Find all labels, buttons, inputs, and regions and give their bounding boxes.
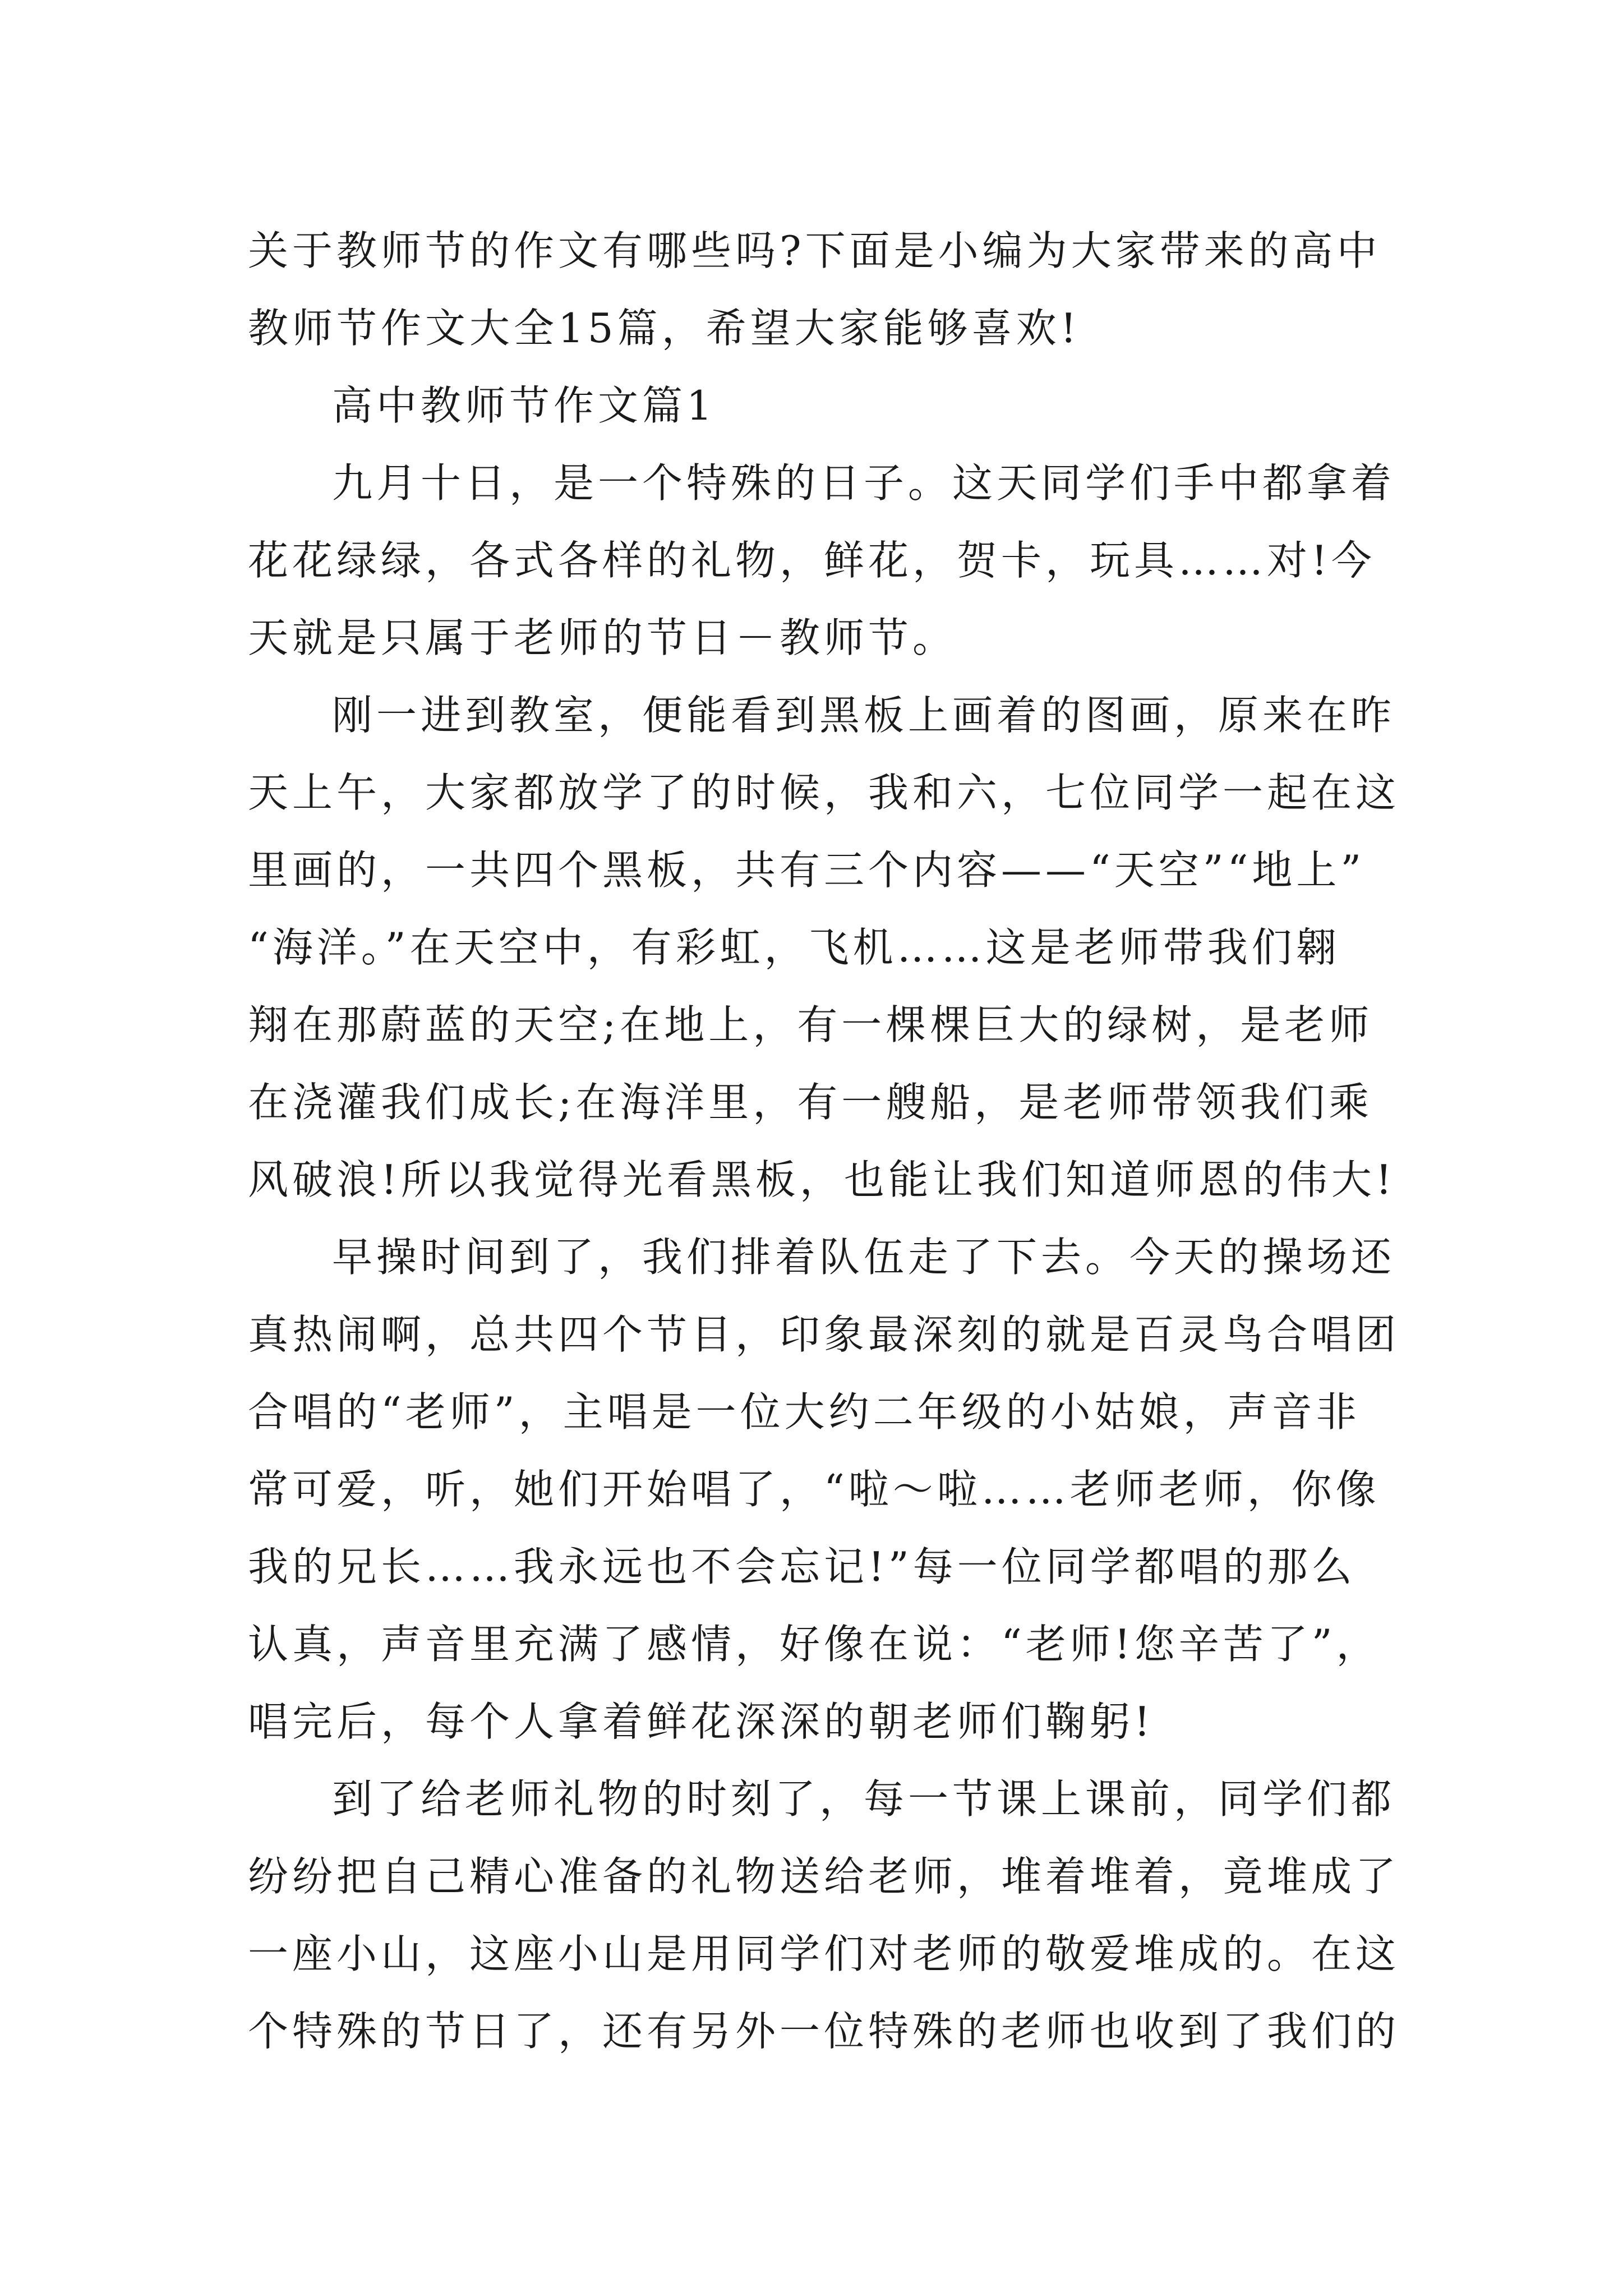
text-line: 个特殊的节日了，还有另外一位特殊的老师也收到了我们的 — [248, 2008, 1400, 2055]
text-line: 到了给老师礼物的时刻了，每一节课上课前，同学们都 — [332, 1775, 1396, 1823]
text-line: 纷纷把自己精心准备的礼物送给老师，堆着堆着，竟堆成了 — [248, 1853, 1400, 1900]
text-line: 高中教师节作文篇1 — [332, 382, 716, 429]
text-line: 翔在那蔚蓝的天空;在地上，有一棵棵巨大的绿树，是老师 — [248, 1001, 1373, 1048]
text-line: 关于教师节的作文有哪些吗?下面是小编为大家带来的高中 — [248, 227, 1381, 274]
text-line: 真热闹啊，总共四个节目，印象最深刻的就是百灵鸟合唱团 — [248, 1311, 1400, 1358]
text-line: 唱完后，每个人拿着鲜花深深的朝老师们鞠躬! — [248, 1698, 1154, 1745]
text-line: 九月十日，是一个特殊的日子。这天同学们手中都拿着 — [332, 459, 1396, 507]
text-line: 合唱的“老师”，主唱是一位大约二年级的小姑娘，声音非 — [248, 1388, 1361, 1435]
text-line: 刚一进到教室，便能看到黑板上画着的图画，原来在昨 — [332, 692, 1396, 739]
article-body — [248, 212, 1398, 2070]
text-line: 一座小山，这座小山是用同学们对老师的敬爱堆成的。在这 — [248, 1930, 1400, 1977]
text-line: 里画的，一共四个黑板，共有三个内容——“天空”“地上” — [248, 846, 1366, 894]
text-line: 我的兄长……我永远也不会忘记!”每一位同学都唱的那么 — [248, 1543, 1356, 1590]
text-line: 在浇灌我们成长;在海洋里，有一艘船，是老师带领我们乘 — [248, 1079, 1373, 1126]
text-line: “海洋。”在天空中，有彩虹，飞机……这是老师带我们翱 — [248, 924, 1340, 971]
text-line: 认真，声音里充满了感情，好像在说：“老师!您辛苦了”， — [248, 1621, 1381, 1668]
text-line: 天就是只属于老师的节日－教师节。 — [248, 614, 957, 661]
text-line: 常可爱，听，她们开始唱了，“啦～啦……老师老师，你像 — [248, 1466, 1380, 1513]
text-line: 花花绿绿，各式各样的礼物，鲜花，贺卡，玩具……对!今 — [248, 537, 1376, 584]
text-line: 天上午，大家都放学了的时候，我和六，七位同学一起在这 — [248, 769, 1400, 816]
text-line: 风破浪!所以我觉得光看黑板，也能让我们知道师恩的伟大! — [248, 1156, 1396, 1203]
text-line: 早操时间到了，我们排着队伍走了下去。今天的操场还 — [332, 1234, 1396, 1281]
text-line: 教师节作文大全15篇，希望大家能够喜欢! — [248, 305, 1081, 352]
